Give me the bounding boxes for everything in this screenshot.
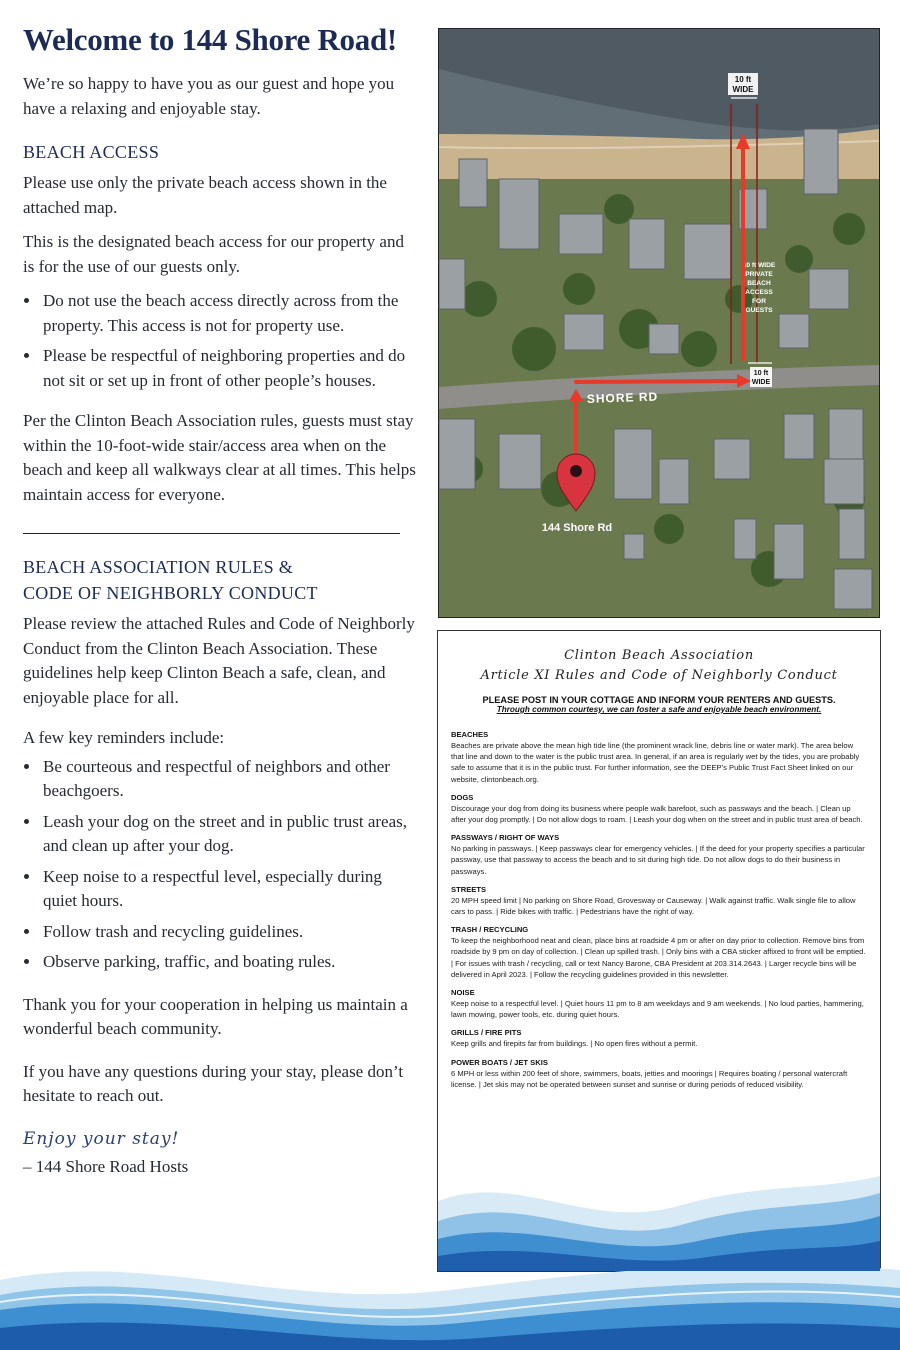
road-width-label-1: 10 ft [753, 370, 769, 377]
questions-text: If you have any questions during your stay, please don’t hesitate to reach out. [23, 1061, 404, 1105]
section-heading: STREETS [451, 884, 487, 894]
divider [23, 533, 400, 534]
section-heading: POWER BOATS / JET SKIS [451, 1057, 548, 1067]
section-heading: NOISE [451, 988, 475, 998]
aerial-map-image [439, 29, 879, 617]
thanks-text: Thank you for your cooperation in helping us maintain a wonderful beach community. [23, 994, 408, 1038]
section-heading: GRILLS / FIRE PITS [451, 1028, 522, 1038]
side-label-4: FOR [752, 298, 766, 305]
rules-heading-line2: CODE OF NEIGHBORLY CONDUCT [23, 583, 318, 603]
section-heading: PASSWAYS / RIGHT OF WAYS [451, 833, 560, 843]
section-body: To keep the neighborhood neat and clean, place bins at roadside 4 pm or after on day prior to collection. Remove bins from roadside by 9 pm on day of collection. | Clean up spilled trash. | Only bins with a CBA sticker affixed to front will be emptied. | For issues with trash / recycling, call or text Nancy Barone, CBA President at 203.314.2643. | Larger recycle bins will be delivered in April 2023. | Follow the recycling guidelines provided in this newsletter. [451, 936, 866, 979]
reminders-bullets [23, 755, 418, 975]
signature: – 144 Shore Road Hosts [23, 1156, 189, 1176]
rules-heading-line1: BEACH ASSOCIATION RULES & [23, 557, 294, 577]
section-body: 20 MPH speed limit | No parking on Shore Road, Grovesway or Causeway. | Walk against traffic. Walk single file to allow cars to pass. | Ride bikes with traffic. | Pedestrians have the right of way. [451, 895, 856, 917]
enjoy-text: Enjoy your stay! [23, 1128, 180, 1149]
doc-wave-decoration [438, 1161, 880, 1271]
rules-document [437, 630, 881, 1272]
list-item: • Do not use the beach access directly across from the property. This access is not for property use. [41, 289, 418, 338]
side-label-1: PRIVATE [745, 271, 773, 278]
list-item: • Be courteous and respectful of neighbors and other beachgoers. [41, 755, 418, 804]
side-label-0: 10 ft WIDE [742, 262, 776, 269]
side-label-3: ACCESS [745, 289, 773, 296]
rules-heading [23, 554, 418, 606]
section-body: Keep noise to a respectful level. | Quiet hours 11 pm to 8 am weekdays and 9 am weekends. | No loud parties, hammering, lawn mowing, power tools, etc. during quiet hours. [451, 999, 864, 1020]
intro-text: We’re so happy to have you as our guest and hope you have a relaxing and enjoyable stay. [23, 74, 395, 118]
address-label: 144 Shore Rd [541, 522, 613, 534]
beach-access-p2: This is the designated beach access for our property and is for the use of our guests only. [23, 232, 404, 276]
beach-access-map [438, 28, 880, 618]
section-body: No parking in passways. | Keep passways clear for emergency vehicles. | If the deed for your property specifies a particular passway, use that passway to access the beach and to sit during high tide. Do not allow dogs to do their business in passways. [451, 844, 865, 876]
rules-p1: Please review the attached Rules and Code of Neighborly Conduct from the Clinton Beach Association. These guidelines help keep Clinton Beach a safe, clean, and enjoyable place for all. [23, 614, 415, 707]
list-item: • Observe parking, traffic, and boating rules. [41, 950, 418, 975]
side-label-2: BEACH [747, 280, 771, 287]
section-heading: BEACHES [451, 730, 489, 739]
road-label: SHORE RD [586, 389, 659, 406]
section-heading: DOGS [451, 792, 474, 802]
list-item: • Keep noise to a respectful level, especially during quiet hours. [41, 865, 418, 914]
doc-title-2: Article XI Rules and Code of Neighborly Conduct [480, 668, 838, 683]
page-title: Welcome to 144 Shore Road! [23, 22, 397, 57]
doc-post-notice: PLEASE POST IN YOUR COTTAGE AND INFORM YOUR RENTERS AND GUESTS. [482, 695, 836, 705]
top-width-label-1: 10 ft [734, 75, 752, 84]
beach-access-bullets [23, 289, 418, 393]
section-body: Keep grills and firepits far from buildings. | No open fires without a permit. [451, 1039, 698, 1049]
beach-access-p1: Please use only the private beach access shown in the attached map. [23, 173, 387, 217]
beach-access-heading: BEACH ACCESS [23, 142, 160, 162]
list-item: • Leash your dog on the street and in public trust areas, and clean up after your dog. [41, 810, 418, 859]
top-width-label-2: WIDE [732, 85, 754, 94]
list-item: • Follow trash and recycling guidelines. [41, 920, 418, 945]
section-body: Discourage your dog from doing its business where people walk barefoot, such as passways and the beach. | Clean up after your dog promptly. | Do not allow dogs to roam. | Leash your dog when on the street and in public trust area of beach. [451, 803, 863, 825]
section-body: Beaches are private above the mean high tide line (the prominent wrack line, debris line or water mark). The area below that line and down to the water is the public trust area. In general, if an area is regularly wet by the tides, you are probably safe to assume that it is in the public trust. For further information, see the DEEP’s Public Trust Fact Sheet linked on our website, clintonbeach.org. [451, 741, 860, 784]
doc-courtesy: Through common courtesy, we can foster a safe and enjoyable beach environment. [496, 705, 822, 714]
section-heading: TRASH / RECYCLING [451, 925, 529, 935]
left-column [23, 22, 418, 1177]
section-body: 6 MPH or less within 200 feet of shore, swimmers, boats, jetties and moorings | Requires boating / personal watercraft license. | Jet skis may not be operated between sunset and sunrise or during periods of reduced visibility. [451, 1068, 848, 1089]
reminders-intro: A few key reminders include: [23, 728, 225, 747]
road-width-label-2: WIDE [751, 379, 771, 386]
side-label-5: GUESTS [745, 307, 773, 314]
list-item: • Please be respectful of neighboring properties and do not sit or set up in front of other people’s houses. [41, 344, 418, 393]
doc-title-1: Clinton Beach Association [564, 648, 754, 663]
beach-access-p3: Per the Clinton Beach Association rules, guests must stay within the 10-foot-wide stair/access area when on the beach and keep all walkways clear at all times. This helps maintain access for everyone. [23, 411, 416, 504]
